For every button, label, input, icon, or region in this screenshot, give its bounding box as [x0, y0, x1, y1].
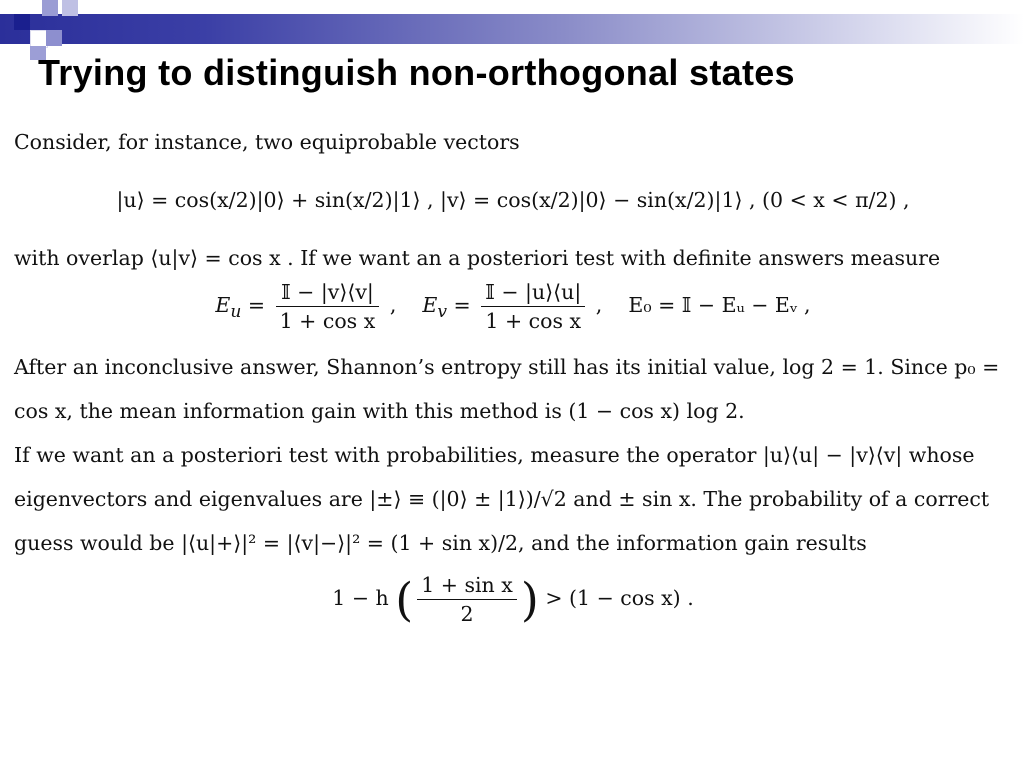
- gain-fraction: [417, 571, 517, 628]
- gain-right-term: > (1 − cos x) .: [545, 586, 694, 610]
- eu-denominator: 1 + cos x: [279, 309, 376, 333]
- ev-fraction: [481, 278, 585, 335]
- ev-denominator: 1 + cos x: [485, 309, 582, 333]
- paragraph-probabilistic-test: If we want an a posteriori test with probabilities, measure the operator |u⟩⟨u| − |v⟩⟨v| whose eigenvectors and eigenvalues are |±⟩ ≡ (|0⟩ ± |1⟩)/√2 and ± sin x. The probability of a correct guess would be |⟨u|+⟩|² = |⟨v|−⟩|² = (1 + sin x)/2, and the information gain results: [14, 443, 990, 555]
- left-paren-glyph: (: [395, 572, 414, 627]
- e0-equation: E₀ = 𝕀 − Eᵤ − Eᵥ ,: [628, 293, 811, 317]
- eu-fraction: [276, 278, 380, 335]
- paragraph-entropy: After an inconclusive answer, Shannon’s entropy still has its initial value, log 2 = 1. Since p₀ = cos x, the mean information gain with this method is (1 − cos x) log 2.: [14, 355, 1000, 423]
- ev-symbol: E: [422, 293, 438, 317]
- gain-denominator: 2: [460, 602, 474, 626]
- ev-subscript: v: [437, 302, 448, 323]
- right-paren-glyph: ): [520, 572, 539, 627]
- equation-povm-elements: $E_u$ = $\frac{\text{𝕀 − |v⟩⟨v|}}{\text{1 + cos x}}$ , $E_v$ = $\frac{\text{𝕀 − |u⟩⟨u|}}{\text{1 + cos x}}$ , E₀ = 𝕀 − Eᵤ − Eᵥ ,: [215, 280, 811, 333]
- gain-left-term: 1 − h: [332, 586, 389, 610]
- gain-numerator: 1 + sin x: [417, 571, 517, 600]
- slide-body: [14, 128, 1012, 628]
- ev-numerator: 𝕀 − |u⟩⟨u|: [481, 278, 585, 307]
- eu-symbol: E: [215, 293, 231, 317]
- equation-state-vectors: |u⟩ = cos(x/2)|0⟩ + sin(x/2)|1⟩ , |v⟩ = cos(x/2)|0⟩ − sin(x/2)|1⟩ , (0 < x < π/2) ,: [116, 188, 910, 212]
- eu-numerator: 𝕀 − |v⟩⟨v|: [276, 278, 380, 307]
- paragraph-intro: Consider, for instance, two equiprobable vectors: [14, 130, 520, 154]
- paragraph-overlap: with overlap ⟨u|v⟩ = cos x . If we want an a posteriori test with definite answers measure: [14, 246, 941, 270]
- title-bar-gradient: [0, 14, 1024, 44]
- slide-title: Trying to distinguish non-orthogonal states: [38, 52, 795, 93]
- eu-subscript: u: [230, 302, 242, 323]
- equation-information-gain: [14, 571, 1012, 628]
